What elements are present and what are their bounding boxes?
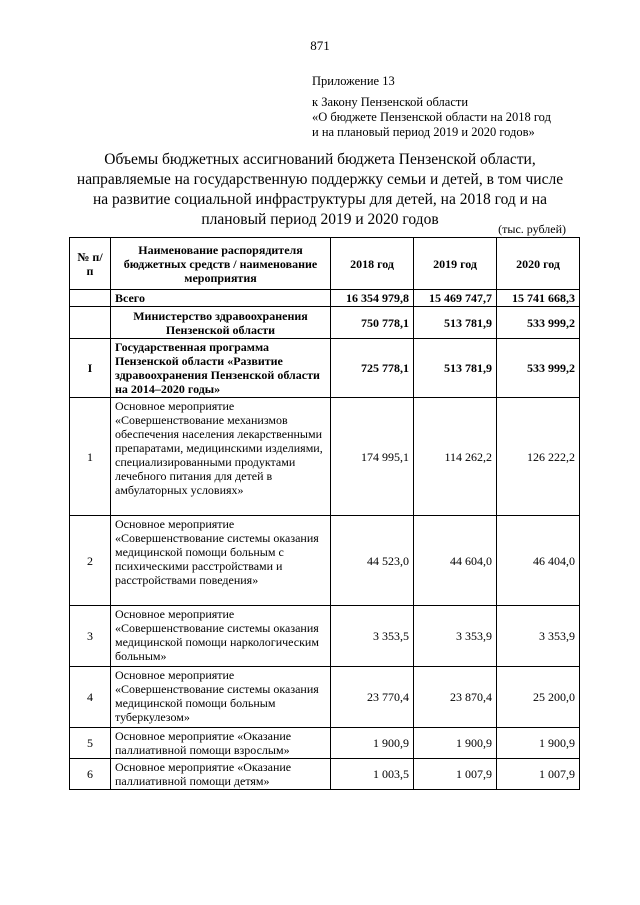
cell-num: I (70, 339, 111, 398)
table-row-program (70, 339, 580, 398)
cell-2018: 1 003,5 (331, 759, 414, 790)
header-2020: 2020 год (497, 238, 580, 290)
cell-2020: 3 353,9 (497, 606, 580, 667)
annex-title: Приложение 13 (312, 74, 395, 88)
cell-name: Всего (111, 290, 331, 307)
cell-name: Основное мероприятие «Оказание паллиативной помощи детям» (111, 759, 331, 790)
cell-num: 2 (70, 516, 111, 606)
table-row (70, 606, 580, 667)
cell-2018: 174 995,1 (331, 398, 414, 516)
cell-name: Основное мероприятие «Совершенствование системы оказания медицинской помощи больным с психическими расстройствами и расстройствами поведения» (111, 516, 331, 606)
table-row (70, 398, 580, 516)
table-row (70, 516, 580, 606)
cell-2018: 1 900,9 (331, 728, 414, 759)
units-label: (тыс. рублей) (498, 222, 566, 236)
cell-2019: 513 781,9 (414, 307, 497, 339)
table-row-ministry (70, 307, 580, 339)
cell-num: 4 (70, 667, 111, 728)
cell-2018: 23 770,4 (331, 667, 414, 728)
title-line: на развитие социальной инфраструктуры для детей, на 2018 год и на (93, 191, 547, 208)
title-line: направляемые на государственную поддержку семьи и детей, в том числе (76, 171, 564, 188)
table-header-row (70, 238, 580, 290)
cell-2020: 533 999,2 (497, 307, 580, 339)
cell-2019: 23 870,4 (414, 667, 497, 728)
cell-name: Основное мероприятие «Совершенствование системы оказания медицинской помощи больным туберкулезом» (111, 667, 331, 728)
cell-name: Государственная программа Пензенской области «Развитие здравоохранения Пензенской области на 2014–2020 годы» (111, 339, 331, 398)
page-number: 871 (310, 38, 330, 53)
cell-2018: 16 354 979,8 (331, 290, 414, 307)
cell-2019: 15 469 747,7 (414, 290, 497, 307)
cell-2018: 725 778,1 (331, 339, 414, 398)
cell-2019: 44 604,0 (414, 516, 497, 606)
cell-2020: 46 404,0 (497, 516, 580, 606)
cell-name: Основное мероприятие «Оказание паллиативной помощи взрослым» (111, 728, 331, 759)
cell-num: 1 (70, 398, 111, 516)
cell-num (70, 290, 111, 307)
cell-2020: 15 741 668,3 (497, 290, 580, 307)
header-name: Наименование распорядителя бюджетных средств / наименование мероприятия (111, 238, 331, 290)
header-num: № п/п (70, 238, 111, 290)
cell-2020: 126 222,2 (497, 398, 580, 516)
cell-2019: 1 900,9 (414, 728, 497, 759)
cell-2019: 3 353,9 (414, 606, 497, 667)
cell-2020: 1 007,9 (497, 759, 580, 790)
annex-header (312, 74, 551, 140)
cell-2019: 1 007,9 (414, 759, 497, 790)
cell-2019: 114 262,2 (414, 398, 497, 516)
cell-2019: 513 781,9 (414, 339, 497, 398)
title-line: Объемы бюджетных ассигнований бюджета Пензенской области, (104, 151, 536, 168)
table-row-total (70, 290, 580, 307)
annex-line: «О бюджете Пензенской области на 2018 год (312, 110, 551, 124)
header-2019: 2019 год (414, 238, 497, 290)
cell-2018: 3 353,5 (331, 606, 414, 667)
table-row (70, 759, 580, 790)
cell-num (70, 307, 111, 339)
table-row (70, 667, 580, 728)
cell-name: Основное мероприятие «Совершенствование механизмов обеспечения населения лекарственными препаратами, медицинскими изделиями, специализированными продуктами лечебного питания для детей в амбулаторных условиях» (111, 398, 331, 516)
cell-2020: 1 900,9 (497, 728, 580, 759)
budget-table (69, 237, 580, 790)
document-title (70, 150, 570, 230)
cell-2018: 44 523,0 (331, 516, 414, 606)
table-row (70, 728, 580, 759)
cell-2020: 533 999,2 (497, 339, 580, 398)
cell-2018: 750 778,1 (331, 307, 414, 339)
cell-num: 3 (70, 606, 111, 667)
title-line: плановый период 2019 и 2020 годов (201, 211, 439, 228)
cell-name: Министерство здравоохранения Пензенской области (111, 307, 331, 339)
cell-num: 6 (70, 759, 111, 790)
annex-line: и на плановый период 2019 и 2020 годов» (312, 125, 535, 139)
header-2018: 2018 год (331, 238, 414, 290)
cell-name: Основное мероприятие «Совершенствование системы оказания медицинской помощи наркологическим больным» (111, 606, 331, 667)
cell-num: 5 (70, 728, 111, 759)
cell-2020: 25 200,0 (497, 667, 580, 728)
annex-line: к Закону Пензенской области (312, 95, 469, 109)
